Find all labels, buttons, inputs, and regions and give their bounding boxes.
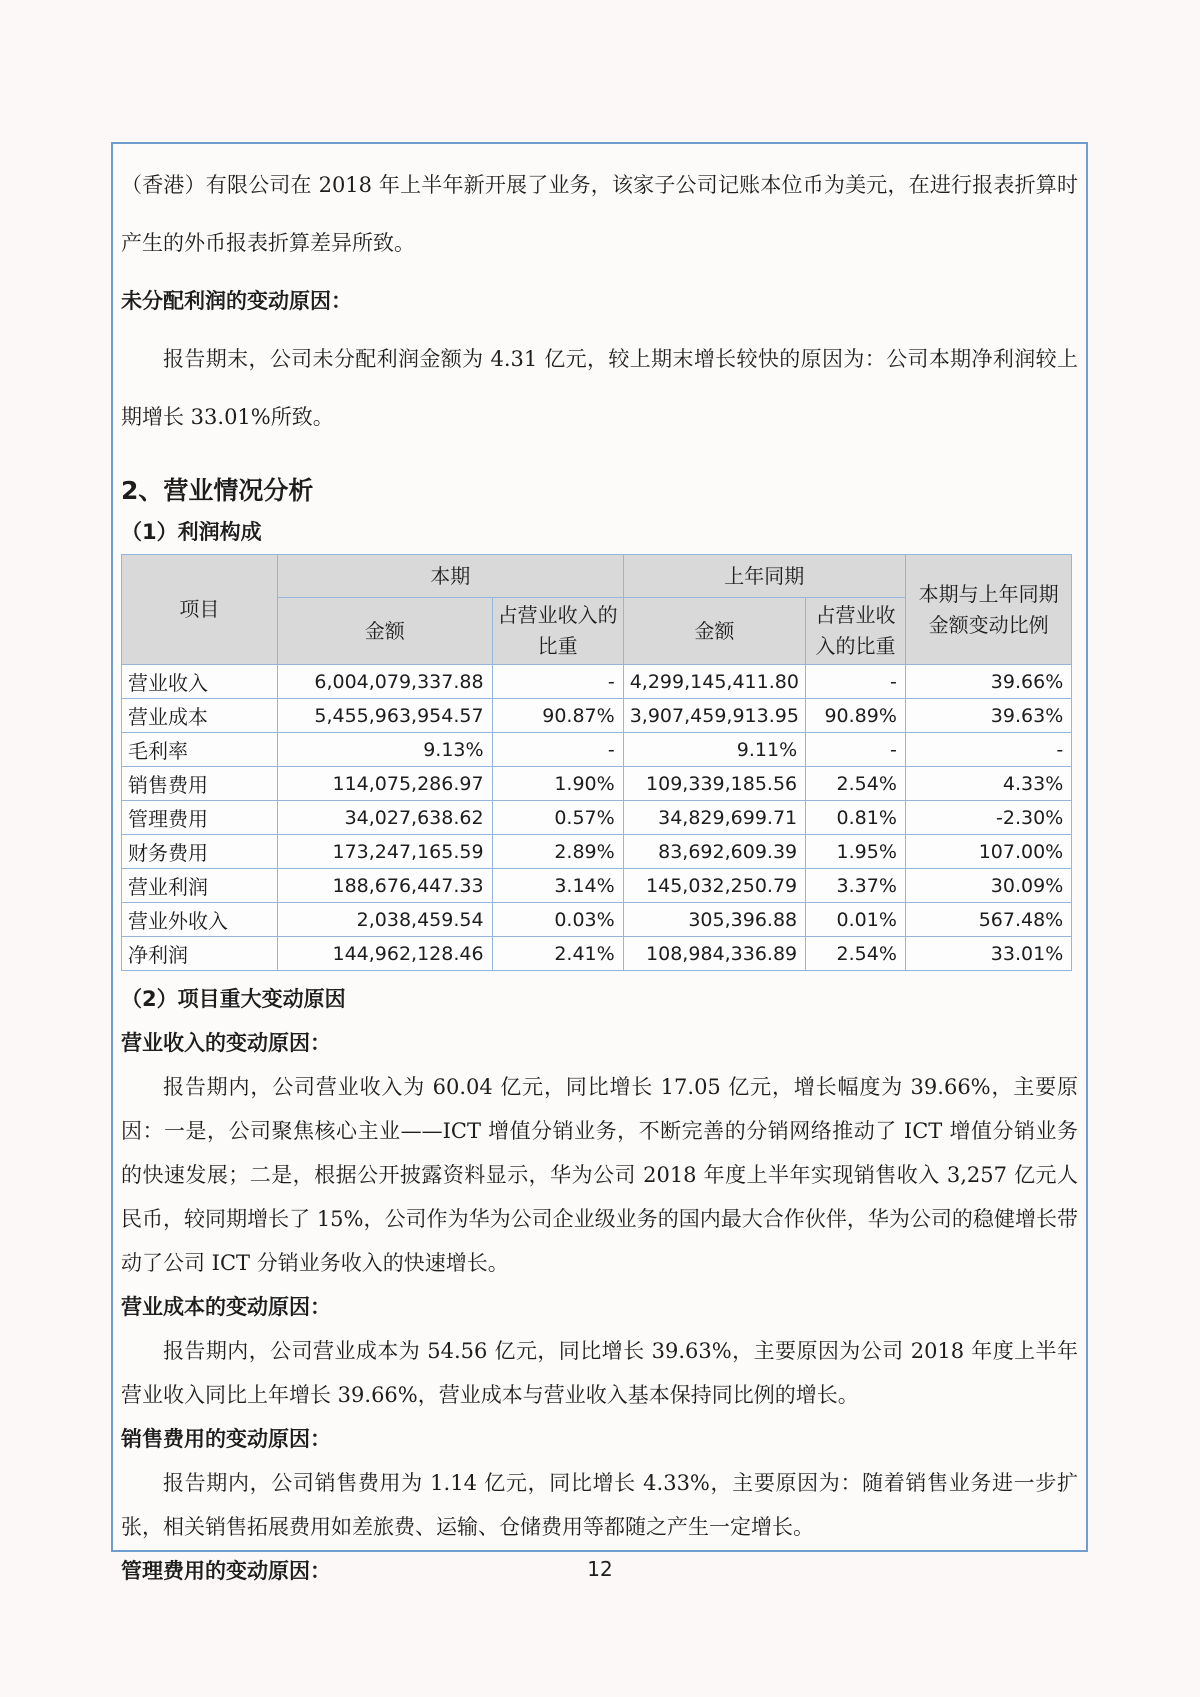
value-cell: 4,299,145,411.80: [623, 665, 805, 699]
value-cell: -2.30%: [905, 801, 1071, 835]
value-cell: 0.01%: [806, 903, 906, 937]
value-cell: 0.03%: [492, 903, 623, 937]
row-label-cell: 营业成本: [122, 699, 278, 733]
value-cell: 1.95%: [806, 835, 906, 869]
col-header-current-amount: 金额: [277, 598, 492, 665]
paragraph-selling-expense-change: 报告期内，公司销售费用为 1.14 亿元，同比增长 4.33%，主要原因为：随着销售业务进一步扩张，相关销售拓展费用如差旅费、运输、仓储费用等都随之产生一定增长。: [121, 1471, 1078, 1539]
value-cell: 1.90%: [492, 767, 623, 801]
value-cell: 2.54%: [806, 937, 906, 971]
col-header-prior-period: 上年同期: [623, 555, 905, 598]
value-cell: -: [806, 665, 906, 699]
value-cell: 9.13%: [277, 733, 492, 767]
heading-major-change-reasons: （2）项目重大变动原因: [121, 987, 346, 1011]
heading-cost-change-reason: 营业成本的变动原因：: [121, 1295, 331, 1319]
value-cell: -: [905, 733, 1071, 767]
paragraph-undistributed-profit: 报告期末，公司未分配利润金额为 4.31 亿元，较上期末增长较快的原因为：公司本期净利润较上期增长 33.01%所致。: [121, 347, 1078, 429]
heading-undistributed-profit-reason: 未分配利润的变动原因：: [121, 289, 352, 313]
col-header-change-ratio: 本期与上年同期金额变动比例: [905, 555, 1071, 665]
col-header-current-period: 本期: [277, 555, 623, 598]
value-cell: 0.81%: [806, 801, 906, 835]
value-cell: 145,032,250.79: [623, 869, 805, 903]
row-label-cell: 毛利率: [122, 733, 278, 767]
heading-selling-expense-change-reason: 销售费用的变动原因：: [121, 1427, 331, 1451]
heading-section-2-operating-analysis: 2、营业情况分析: [121, 476, 314, 505]
table-row: [122, 869, 1072, 903]
col-header-prior-amount: 金额: [623, 598, 805, 665]
value-cell: 3.37%: [806, 869, 906, 903]
table-row: [122, 767, 1072, 801]
paragraph-cost-change: 报告期内，公司营业成本为 54.56 亿元，同比增长 39.63%，主要原因为公司 2018 年度上半年营业收入同比上年增长 39.66%，营业成本与营业收入基本保持同比例的增长。: [121, 1339, 1078, 1407]
paragraph-translation-difference: （香港）有限公司在 2018 年上半年新开展了业务，该家子公司记账本位币为美元，在进行报表折算时产生的外币报表折算差异所致。: [121, 173, 1078, 255]
value-cell: -: [492, 665, 623, 699]
value-cell: 90.89%: [806, 699, 906, 733]
heading-revenue-change-reason: 营业收入的变动原因：: [121, 1031, 331, 1055]
value-cell: 39.63%: [905, 699, 1071, 733]
value-cell: 173,247,165.59: [277, 835, 492, 869]
heading-admin-expense-change-reason: 管理费用的变动原因：: [121, 1559, 331, 1583]
value-cell: 567.48%: [905, 903, 1071, 937]
value-cell: 5,455,963,954.57: [277, 699, 492, 733]
value-cell: 3.14%: [492, 869, 623, 903]
table-row: [122, 699, 1072, 733]
value-cell: 2,038,459.54: [277, 903, 492, 937]
row-label-cell: 营业收入: [122, 665, 278, 699]
value-cell: 2.54%: [806, 767, 906, 801]
table-row: [122, 733, 1072, 767]
value-cell: 33.01%: [905, 937, 1071, 971]
row-label-cell: 营业外收入: [122, 903, 278, 937]
value-cell: 83,692,609.39: [623, 835, 805, 869]
value-cell: 6,004,079,337.88: [277, 665, 492, 699]
value-cell: 30.09%: [905, 869, 1071, 903]
table-row: [122, 937, 1072, 971]
report-content-box: [111, 142, 1088, 1583]
value-cell: 90.87%: [492, 699, 623, 733]
row-label-cell: 管理费用: [122, 801, 278, 835]
paragraph-revenue-change: 报告期内，公司营业收入为 60.04 亿元，同比增长 17.05 亿元，增长幅度为 39.66%，主要原因：一是，公司聚焦核心主业——ICT 增值分销业务，不断完善的分销网络推动了 ICT 增值分销业务的快速发展；二是，根据公开披露资料显示，华为公司 2018 年度上半年实现销售收入 3,257 亿元人民币，较同期增长了 15%，公司作为华为公司企业级业务的国内最大合作伙伴，华为公司的稳健增长带动了公司 ICT 分销业务收入的快速增长。: [121, 1075, 1078, 1275]
profit-table-body: [122, 665, 1072, 971]
value-cell: 0.57%: [492, 801, 623, 835]
value-cell: -: [492, 733, 623, 767]
value-cell: 39.66%: [905, 665, 1071, 699]
row-label-cell: 财务费用: [122, 835, 278, 869]
col-header-current-pct: 占营业收入的比重: [492, 598, 623, 665]
value-cell: 34,027,638.62: [277, 801, 492, 835]
value-cell: 9.11%: [623, 733, 805, 767]
value-cell: 188,676,447.33: [277, 869, 492, 903]
value-cell: 107.00%: [905, 835, 1071, 869]
col-header-prior-pct: 占营业收入的比重: [806, 598, 906, 665]
value-cell: 3,907,459,913.95: [623, 699, 805, 733]
page-number: 12: [587, 1557, 613, 1581]
col-header-item: 项目: [122, 555, 278, 665]
profit-structure-table: [121, 554, 1072, 971]
table-row: [122, 835, 1072, 869]
row-label-cell: 营业利润: [122, 869, 278, 903]
table-row: [122, 903, 1072, 937]
value-cell: 2.41%: [492, 937, 623, 971]
value-cell: 114,075,286.97: [277, 767, 492, 801]
value-cell: 144,962,128.46: [277, 937, 492, 971]
value-cell: 34,829,699.71: [623, 801, 805, 835]
heading-profit-structure: （1）利润构成: [121, 520, 262, 544]
value-cell: 108,984,336.89: [623, 937, 805, 971]
value-cell: 2.89%: [492, 835, 623, 869]
table-row: [122, 665, 1072, 699]
value-cell: 4.33%: [905, 767, 1071, 801]
value-cell: -: [806, 733, 906, 767]
table-row: [122, 801, 1072, 835]
table-header-row-groups: [122, 555, 1072, 598]
value-cell: 305,396.88: [623, 903, 805, 937]
row-label-cell: 净利润: [122, 937, 278, 971]
row-label-cell: 销售费用: [122, 767, 278, 801]
value-cell: 109,339,185.56: [623, 767, 805, 801]
